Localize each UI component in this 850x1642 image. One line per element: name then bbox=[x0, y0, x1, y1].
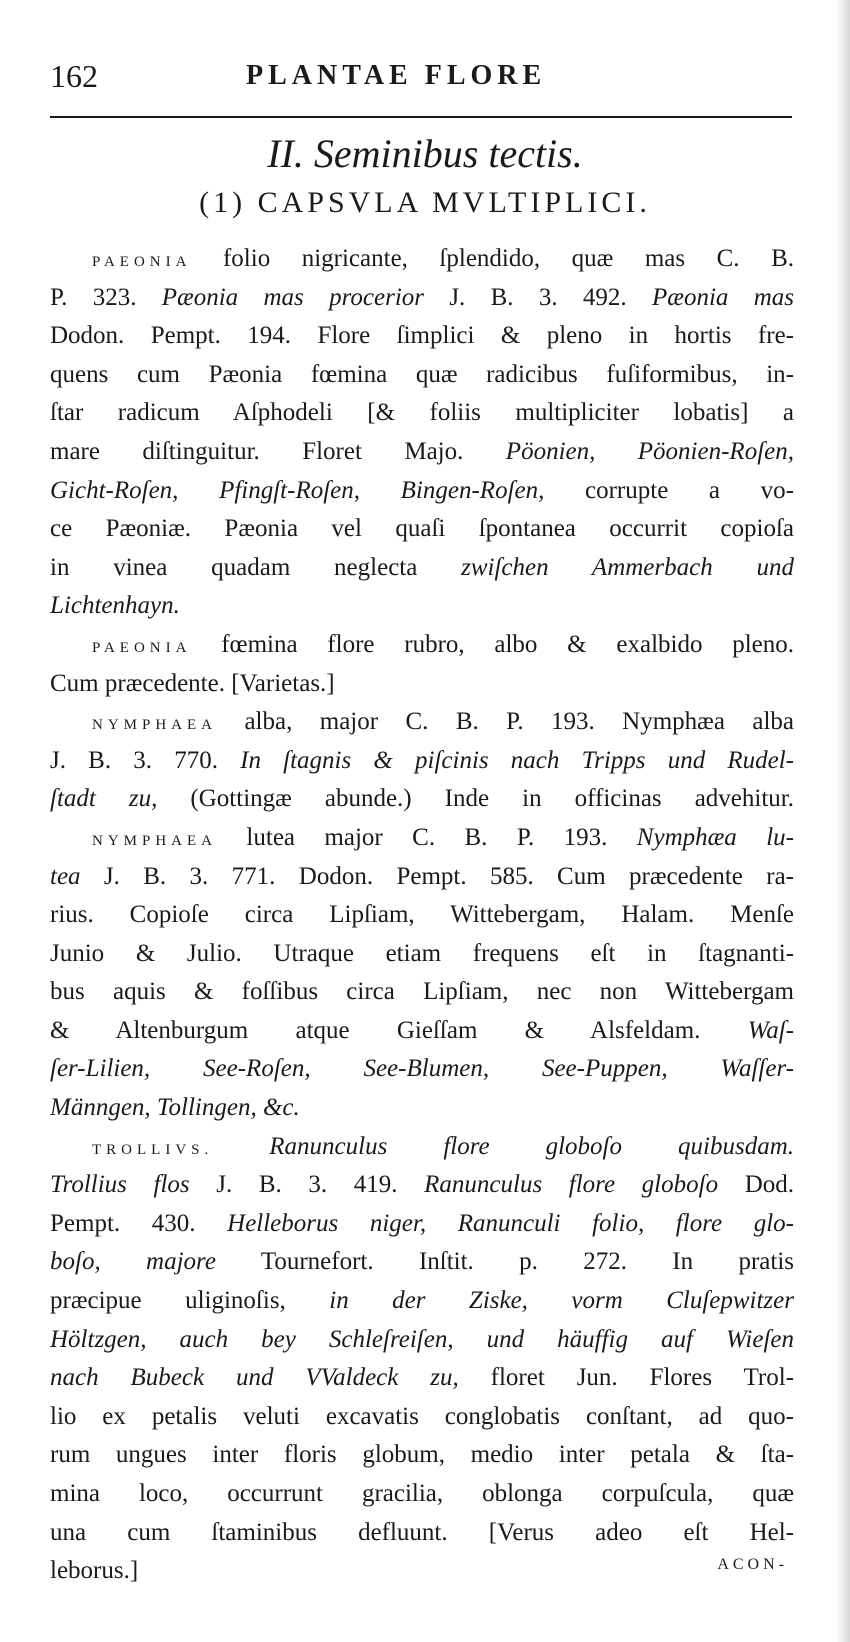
entry-genus-name: PAEONIA bbox=[92, 639, 192, 656]
text-segment: in vinea quadam neglecta bbox=[50, 553, 462, 581]
text-segment: floret Jun. Flores Trol- bbox=[458, 1364, 794, 1392]
text-line bbox=[50, 1398, 794, 1437]
text-line bbox=[50, 510, 794, 549]
text-line bbox=[50, 1282, 794, 1321]
catchword: ACON- bbox=[717, 1556, 788, 1573]
text-segment: P. 323. bbox=[50, 283, 162, 311]
text-segment: lio ex petalis veluti excavatis conglobatis conſtant, ad quo- bbox=[50, 1402, 794, 1430]
section-heading: II. Seminibus tectis. bbox=[267, 131, 583, 176]
text-segment: Nymphæa lu- bbox=[636, 823, 794, 851]
entry-genus-name: TROLLIVS. bbox=[92, 1141, 214, 1158]
text-segment: Trollius flos bbox=[50, 1171, 190, 1199]
text-segment: leborus.] bbox=[50, 1557, 139, 1585]
text-line bbox=[50, 896, 794, 935]
text-segment: In ſtagnis & piſcinis nach Tripps und Rudel- bbox=[240, 746, 794, 774]
text-line bbox=[50, 433, 794, 472]
text-segment: Pempt. 430. bbox=[50, 1209, 228, 1237]
entry-genus-name: PAEONIA bbox=[92, 254, 192, 270]
text-line bbox=[50, 587, 794, 626]
text-line bbox=[50, 1552, 794, 1591]
text-segment: corrupte a vo- bbox=[544, 476, 794, 504]
text-segment: (Gottingæ abunde.) Inde in officinas advehitur. bbox=[157, 785, 794, 813]
text-line bbox=[50, 1128, 794, 1167]
text-line bbox=[50, 626, 794, 665]
text-segment: una cum ſtaminibus defluunt. [Verus adeo eſt Hel- bbox=[50, 1518, 794, 1546]
header-rule bbox=[50, 116, 792, 118]
text-line bbox=[50, 665, 794, 704]
text-segment: nach Bubeck und VValdeck zu, bbox=[50, 1364, 459, 1392]
text-line bbox=[50, 1012, 794, 1051]
text-segment: folio nigricante, ſplendido, quæ mas C. B. bbox=[191, 245, 794, 272]
body-text bbox=[50, 240, 794, 1591]
text-line bbox=[50, 1359, 794, 1398]
text-segment: Pæonia mas bbox=[652, 283, 794, 311]
text-segment: Höltzgen, auch bey Schleſreiſen, und häuffig auf Wieſen bbox=[50, 1325, 794, 1353]
text-line bbox=[50, 742, 794, 781]
page-number: 162 bbox=[50, 58, 98, 94]
text-segment: ſer-Lilien, See-Roſen, See-Blumen, See-Puppen, Waſſer- bbox=[50, 1055, 794, 1083]
running-title: PLANTAE FLORE bbox=[246, 60, 547, 91]
text-segment: quens cum Pæonia fœmina quæ radicibus fuſiformibus, in- bbox=[50, 360, 794, 388]
text-segment: rum ungues inter floris globum, medio inter petala & ſta- bbox=[50, 1441, 794, 1469]
text-segment: & Altenburgum atque Gieſſam & Alsfeldam. bbox=[50, 1016, 748, 1044]
text-line bbox=[50, 858, 794, 897]
text-line bbox=[50, 935, 794, 974]
text-line bbox=[50, 1321, 794, 1360]
text-line bbox=[50, 1089, 794, 1128]
text-line bbox=[50, 549, 794, 588]
text-segment: Helleborus niger, Ranunculi folio, flore glo- bbox=[227, 1209, 794, 1237]
entry-genus-name: NYMPHAEA bbox=[92, 832, 218, 849]
text-segment: Junio & Julio. Utraque etiam frequens eſt in ſtagnanti- bbox=[50, 939, 794, 967]
text-segment: Dodon. Pempt. 194. Flore ſimplici & pleno in hortis fre- bbox=[50, 322, 794, 350]
text-segment: præcipue uliginoſis, bbox=[50, 1287, 330, 1315]
text-segment: rius. Copioſe circa Lipſiam, Wittebergam, Halam. Menſe bbox=[50, 901, 794, 929]
text-line bbox=[50, 1050, 794, 1089]
text-segment: Lichtenhayn. bbox=[50, 592, 180, 620]
subheading: (1) CAPSVLA MVLTIPLICI. bbox=[199, 186, 651, 219]
text-segment: boſo, majore bbox=[50, 1248, 216, 1276]
text-segment: J. B. 3. 419. bbox=[189, 1171, 425, 1199]
text-line bbox=[50, 780, 794, 819]
text-line bbox=[50, 1166, 794, 1205]
text-segment: Tournefort. Inſtit. p. 272. In pratis bbox=[215, 1248, 794, 1276]
text-segment: Ranunculus flore globoſo bbox=[424, 1171, 719, 1199]
text-segment: Männgen, Tollingen, &c. bbox=[50, 1094, 300, 1122]
text-segment: mare diſtinguitur. Floret Majo. bbox=[50, 437, 506, 465]
text-line bbox=[50, 317, 794, 356]
text-line bbox=[50, 356, 794, 395]
text-segment: Ranunculus flore globoſo quibusdam. bbox=[213, 1132, 794, 1160]
page-header bbox=[50, 58, 790, 102]
text-segment: Gicht-Roſen, Pfingſt-Roſen, Bingen-Roſen, bbox=[50, 476, 545, 504]
text-segment: Waſ- bbox=[747, 1016, 794, 1044]
text-line bbox=[50, 1475, 794, 1514]
text-line bbox=[50, 1205, 794, 1244]
text-segment: in der Ziske, vorm Cluſepwitzer bbox=[329, 1287, 794, 1315]
text-segment: Cum præcedente. [Varietas.] bbox=[50, 669, 335, 697]
text-line bbox=[50, 240, 794, 279]
text-segment: Pæonia mas procerior bbox=[161, 283, 424, 311]
entry-genus-name: NYMPHAEA bbox=[92, 717, 218, 734]
text-segment: zwiſchen Ammerbach und bbox=[461, 553, 794, 581]
text-segment: Dod. bbox=[718, 1171, 794, 1199]
text-line bbox=[50, 703, 794, 742]
text-segment: alba, major C. B. P. 193. Nymphæa alba bbox=[217, 708, 794, 736]
text-line bbox=[50, 973, 794, 1012]
text-segment: J. B. 3. 770. bbox=[50, 746, 241, 774]
text-line bbox=[50, 394, 794, 433]
text-line bbox=[50, 472, 794, 511]
text-segment: J. B. 3. 492. bbox=[424, 283, 652, 311]
spine-shadow bbox=[836, 0, 850, 1642]
text-segment: Pöonien, Pöonien-Roſen, bbox=[505, 437, 794, 465]
text-segment: ſtadt zu, bbox=[50, 785, 158, 813]
text-segment: bus aquis & foſſibus circa Lipſiam, nec non Wittebergam bbox=[50, 978, 794, 1006]
text-line bbox=[50, 819, 794, 858]
text-segment: lutea major C. B. P. 193. bbox=[217, 823, 637, 851]
text-segment: ſtar radicum Aſphodeli [& foliis multipliciter lobatis] a bbox=[50, 399, 794, 427]
text-segment: ce Pæoniæ. Pæonia vel quaſi ſpontanea occurrit copioſa bbox=[50, 515, 794, 543]
text-line bbox=[50, 1436, 794, 1475]
text-segment: J. B. 3. 771. Dodon. Pempt. 585. Cum præcedente ra- bbox=[80, 862, 794, 890]
text-line bbox=[50, 1514, 794, 1553]
text-line bbox=[50, 1243, 794, 1282]
text-line bbox=[50, 279, 794, 318]
text-segment: fœmina flore rubro, albo & exalbido pleno. bbox=[191, 630, 794, 658]
text-segment: tea bbox=[50, 862, 81, 890]
text-segment: mina loco, occurrunt gracilia, oblonga corpuſcula, quæ bbox=[50, 1480, 794, 1507]
